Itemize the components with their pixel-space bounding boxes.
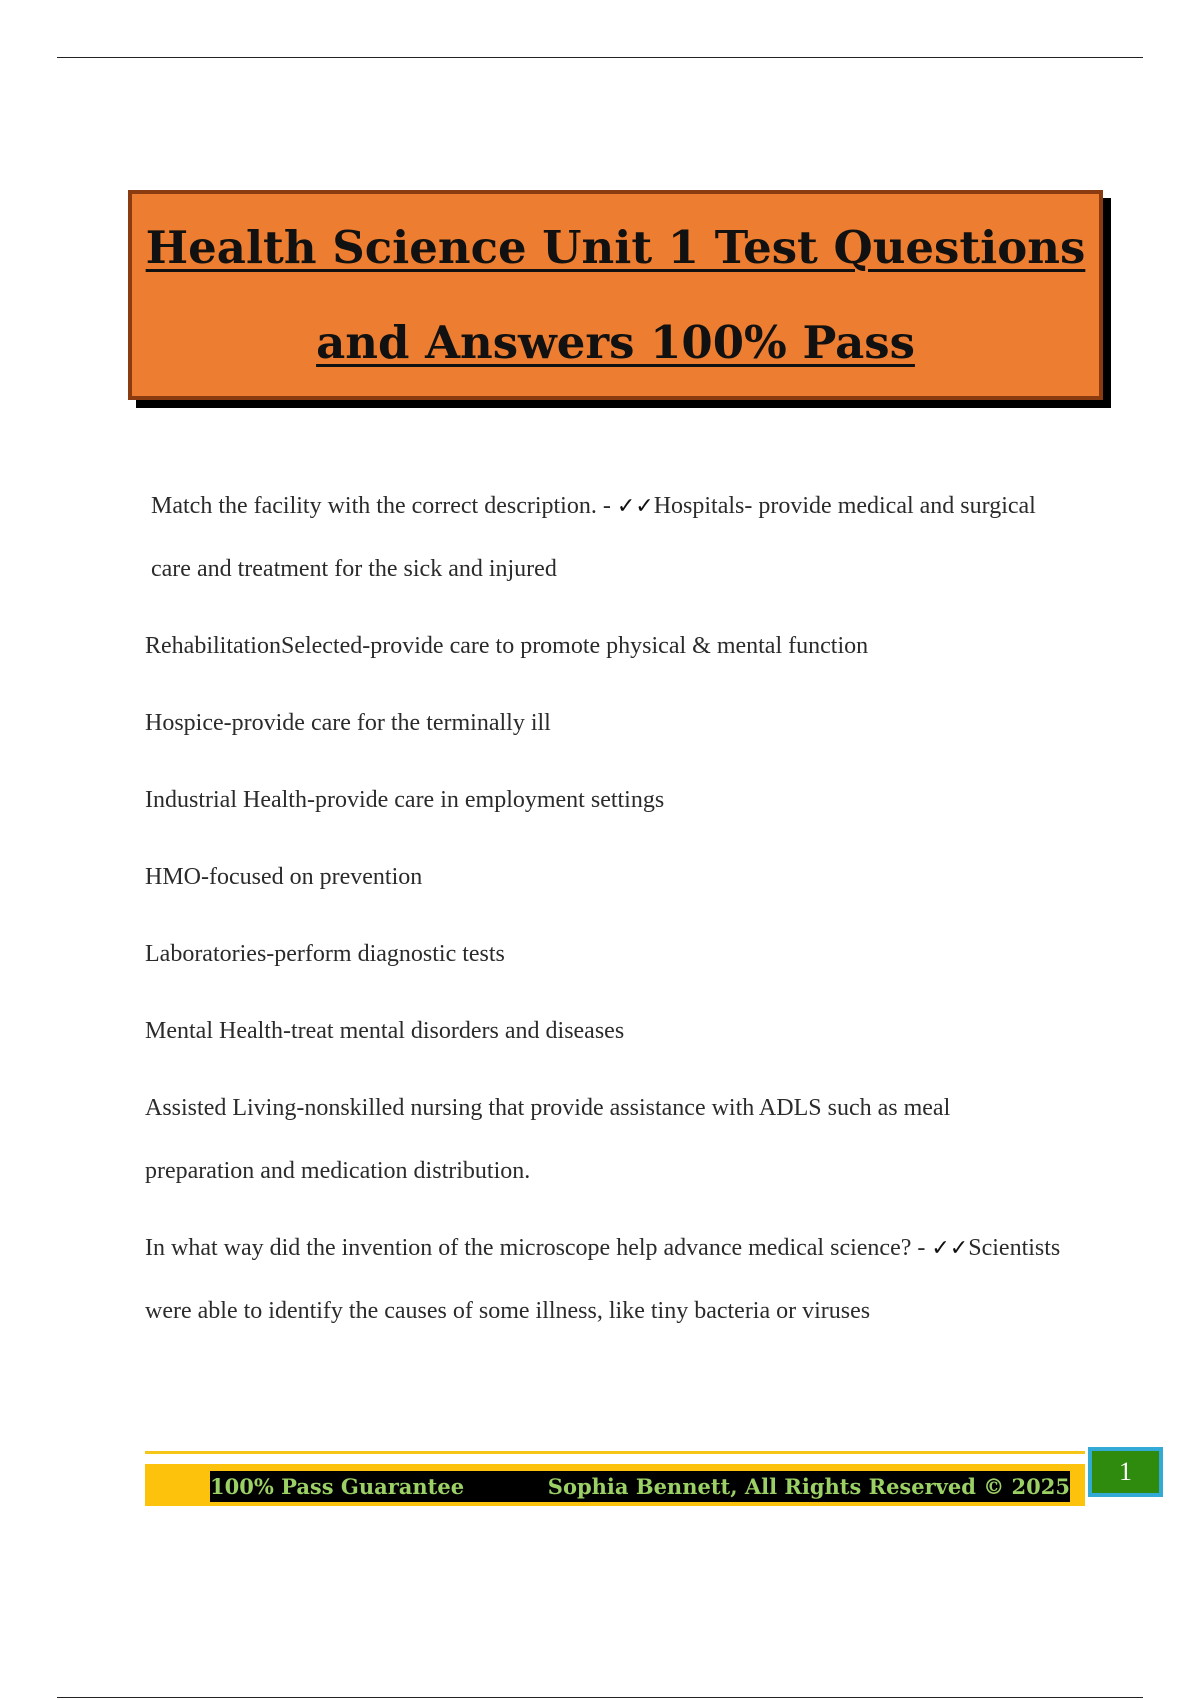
question-text: Match the facility with the correct description. - [151, 493, 617, 519]
title-line-1: Health Science Unit 1 Test Questions [145, 221, 1086, 274]
paragraph-hmo: HMO-focused on prevention [145, 864, 423, 890]
paragraph-rehabilitation: RehabilitationSelected-provide care to promote physical & mental function [145, 633, 869, 659]
footer-rule [145, 1451, 1085, 1454]
title-banner [128, 190, 1103, 400]
answer-text: Hospitals- provide medical and surgical care and treatment for the sick and injured [151, 493, 1036, 582]
paragraph-industrial-health: Industrial Health-provide care in employment settings [145, 787, 665, 813]
answer-text: Scientists were able to identify the causes of some illness, like tiny bacteria or viruses [145, 1235, 1061, 1324]
document-body [145, 475, 1065, 1357]
paragraph-assisted-living: Assisted Living-nonskilled nursing that provide assistance with ADLS such as meal preparation and medication distribution. [145, 1095, 951, 1184]
footer-copyright: Sophia Bennett, All Rights Reserved © 2025 [547, 1474, 1070, 1499]
bottom-rule [57, 1697, 1143, 1698]
check-icon: ✓✓ [616, 494, 654, 519]
footer-guarantee: 100% Pass Guarantee [210, 1474, 465, 1499]
check-icon: ✓✓ [931, 1236, 969, 1261]
page-number: 1 [1088, 1447, 1163, 1497]
title-line-2: and Answers 100% Pass [316, 316, 915, 369]
title-box [128, 190, 1103, 400]
question-text: In what way did the invention of the microscope help advance medical science? - [145, 1235, 932, 1261]
paragraph-facility-question [145, 475, 1065, 601]
paragraph-microscope-question [145, 1217, 1065, 1343]
paragraph-laboratories: Laboratories-perform diagnostic tests [145, 941, 505, 967]
top-rule [57, 57, 1143, 58]
paragraph-mental-health: Mental Health-treat mental disorders and diseases [145, 1018, 625, 1044]
page-footer [145, 1451, 1085, 1507]
paragraph-hospice: Hospice-provide care for the terminally ill [145, 710, 551, 736]
